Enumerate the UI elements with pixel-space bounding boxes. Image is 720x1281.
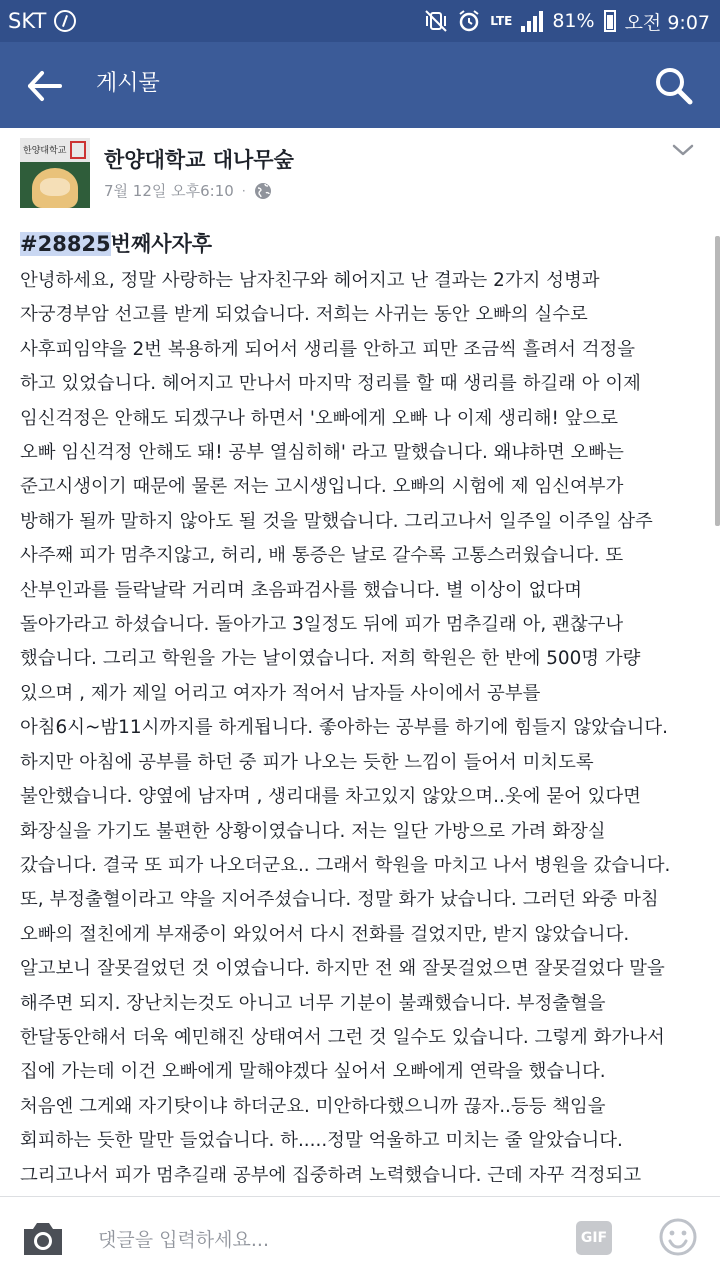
post-text [20,264,700,1193]
post-body [20,224,700,1193]
compass-icon [54,10,76,32]
post-text-line: 했습니다. 그리고 학원을 가는 날이였습니다. 저희 학원은 한 반에 500명 가량 [20,648,641,670]
post-text-line: 하고 있었습니다. 헤어지고 만나서 마지막 정리를 할 때 생리를 하길래 아 이제 [20,373,641,395]
back-arrow-icon [22,64,66,108]
status-left [8,6,76,36]
post-text-line: 준고시생이기 때문에 물론 저는 고시생입니다. 오빠의 시험에 제 임신여부가 [20,476,624,498]
post-text-line: 임신걱정은 안해도 되겠구나 하면서 '오빠에게 오빠 나 이제 생리해! 앞으로 [20,407,619,429]
hashtag-heading [20,224,700,264]
hashtag-link[interactable]: #28825 [20,232,111,256]
post-text-line: 돌아가라고 하셨습니다. 돌아가고 3일정도 뒤에 피가 멈추길래 아, 괜찮구나 [20,614,624,636]
post-text-line: 불안했습니다. 양옆에 남자며 , 생리대를 차고있지 않았으며..옷에 묻어 있다면 [20,786,641,808]
page-title: 게시물 [96,71,160,96]
chevron-down-icon [670,140,696,160]
avatar-stamp [70,141,86,159]
post-header [0,128,720,224]
post-options-button[interactable] [670,140,696,160]
hashtag-suffix: 번째사자후 [110,232,213,256]
avatar[interactable] [20,138,90,208]
alarm-icon [457,9,481,33]
post-text-line: 또, 부정출혈이라고 약을 지어주셨습니다. 정말 화가 났습니다. 그러던 와중 마침 [20,889,659,911]
camera-icon [20,1219,66,1259]
scrollbar-thumb[interactable] [715,236,720,526]
gif-button[interactable]: GIF [576,1221,612,1255]
post-text-line: 있으며 , 제가 제일 어리고 여자가 적어서 남자들 사이에서 공부를 [20,682,541,704]
search-button[interactable] [650,62,698,110]
post-text-line: 해주면 되지. 장난치는것도 아니고 너무 기분이 불쾌했습니다. 부정출혈을 [20,992,606,1014]
comment-input[interactable] [96,1221,540,1259]
post-text-line: 알고보니 잘못걸었던 것 이였습니다. 하지만 전 왜 잘못걸었으면 잘못걸었다 말을 [20,958,665,980]
search-icon [650,62,698,110]
post-text-line: 하지만 아침에 공부를 하던 중 피가 나오는 듯한 느낌이 들어서 미치도록 [20,751,594,773]
status-right [424,6,710,36]
post-text-line: 자궁경부암 선고를 받게 되었습니다. 저희는 사귀는 동안 오빠의 실수로 [20,304,588,326]
post-text-line: 화장실을 가기도 불편한 상황이였습니다. 저는 일단 가방으로 가려 화장실 [20,820,606,842]
carrier-label: SKT [8,9,47,33]
post-text-line: 집에 가는데 이건 오빠에게 말해야겠다 싶어서 오빠에게 연락을 했습니다. [20,1061,606,1083]
post-meta [104,180,272,201]
avatar-mascot-face [40,178,70,196]
network-type: LTE [490,14,513,28]
post-timestamp[interactable]: 7월 12일 오후6:10 [104,182,234,200]
post-text-line: 그리고나서 피가 멈추길래 공부에 집중하려 노력했습니다. 근데 자꾸 걱정되고 [20,1164,642,1186]
battery-percent: 81% [552,10,595,32]
battery-icon [604,10,616,32]
post-text-line: 한달동안해서 더욱 예민해진 상태여서 그런 것 일수도 있습니다. 그렇게 화가나서 [20,1026,665,1048]
smiley-icon [658,1217,698,1257]
post-text-line: 오빠 임신걱정 안해도 돼! 공부 열심히해' 라고 말했습니다. 왜냐하면 오빠는 [20,442,624,464]
emoji-button[interactable] [658,1217,698,1257]
post-text-line: 처음엔 그게왜 자기탓이냐 하더군요. 미안하다했으니까 끊자..등등 책임을 [20,1095,606,1117]
post-text-line: 회피하는 듯한 말만 들었습니다. 하.....정말 억울하고 미치는 줄 알았습니다. [20,1130,623,1152]
vibrate-mute-icon [424,10,448,32]
post-text-line: 안녕하세요, 정말 사랑하는 남자친구와 헤어지고 난 결과는 2가지 성병과 [20,270,600,291]
camera-button[interactable] [20,1219,66,1259]
signal-icon [521,10,543,32]
clock: 오전 9:07 [624,11,710,34]
post-text-line: 아침6시~밤11시까지를 하게됩니다. 좋아하는 공부를 하기에 힘들지 않았습니다. [20,717,669,739]
post-text-line: 사후피임약을 2번 복용하게 되어서 생리를 안하고 피만 조금씩 흘려서 걱정을 [20,338,636,360]
back-button[interactable] [22,64,66,108]
page-name-link[interactable]: 한양대학교 대나무숲 [104,148,294,172]
avatar-text: 한양대학교 [23,146,67,156]
comment-bar [0,1196,720,1281]
app-bar [0,42,720,128]
post-text-line: 사주째 피가 멈추지않고, 허리, 배 통증은 날로 갈수록 고통스러웠습니다. 또 [20,545,624,567]
globe-icon [254,182,272,200]
meta-separator: · [241,183,246,198]
status-bar [0,0,720,42]
post-text-line: 갔습니다. 결국 또 피가 나오더군요.. 그래서 학원을 마치고 나서 병원을 갔습니다. [20,854,671,876]
post-text-line: 방해가 될까 말하지 않아도 될 것을 말했습니다. 그리고나서 일주일 이주일 삼주 [20,510,653,532]
post-text-line: 오빠의 절친에게 부재중이 와있어서 다시 전화를 걸었지만, 받지 않았습니다. [20,923,630,945]
post-text-line: 산부인과를 들락날락 거리며 초음파검사를 했습니다. 별 이상이 없다며 [20,579,582,601]
